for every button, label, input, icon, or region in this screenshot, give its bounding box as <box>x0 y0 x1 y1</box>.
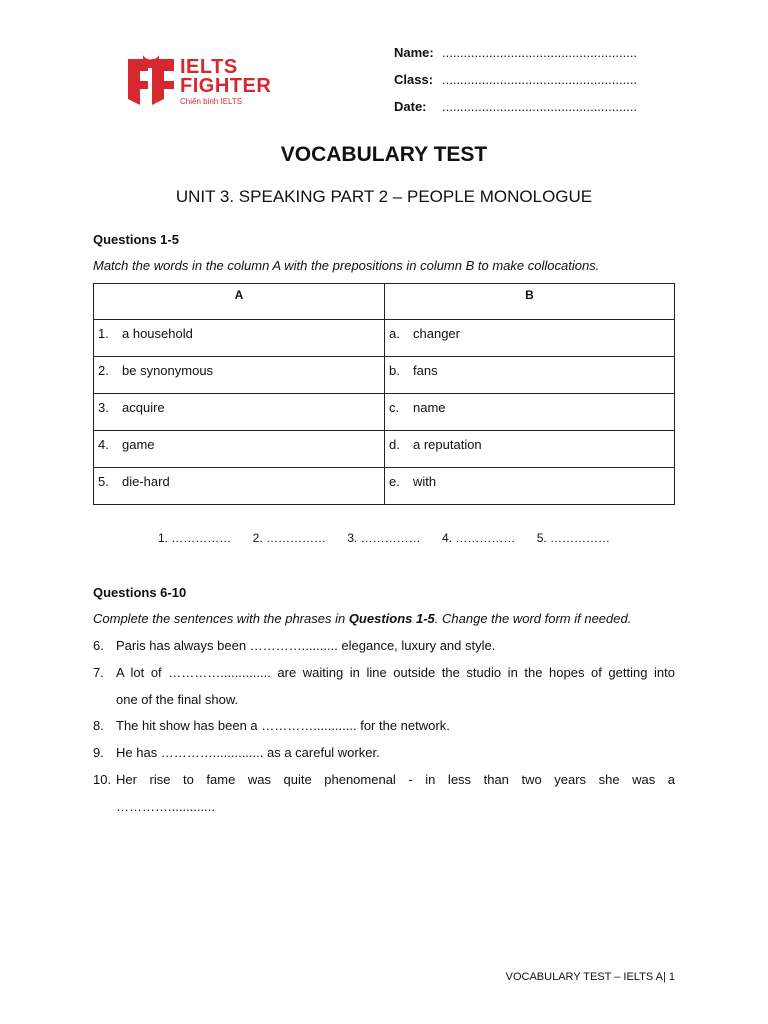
cell-a: 5. die-hard <box>94 468 385 505</box>
logo-text-line1: IELTS <box>180 56 238 78</box>
page-title: VOCABULARY TEST <box>280 143 488 166</box>
table-row <box>94 468 675 505</box>
sentence-item-9: 9. He has ………….............. as a careful worker. <box>93 745 380 760</box>
answer-blank-5[interactable]: 5. …………… <box>536 531 611 545</box>
ielts-fighter-logo <box>126 55 296 110</box>
cell-b: b. fans <box>385 357 675 394</box>
page-subtitle: UNIT 3. SPEAKING PART 2 – PEOPLE MONOLOGUE <box>175 187 593 206</box>
matching-table <box>93 283 675 505</box>
answer-blank-4[interactable]: 4. …………… <box>442 531 516 545</box>
sentence-item-10: 10. Her rise to fame was quite phenomenal - in less than two years she was a <box>93 772 675 787</box>
cell-a: 2. be synonymous <box>94 357 385 394</box>
sentence-item-7: 7. A lot of ………….............. are waiting in line outside the studio in the hopes of getting into <box>93 665 675 680</box>
date-field[interactable] <box>394 99 637 114</box>
section2-instruction: Complete the sentences with the phrases in Questions 1-5. Change the word form if needed. <box>93 611 632 626</box>
table-header-row <box>94 284 675 320</box>
table-row <box>94 357 675 394</box>
page-footer: VOCABULARY TEST – IELTS A| 1 <box>505 971 675 983</box>
date-blank[interactable]: ...................................................... <box>442 99 638 114</box>
class-field[interactable] <box>394 72 637 87</box>
answer-blank-1[interactable]: 1. …………… <box>157 531 232 545</box>
table-row <box>94 320 675 357</box>
sentence-item-6: 6. Paris has always been ………….......... elegance, luxury and style. <box>93 638 496 653</box>
column-a-header: A <box>94 284 385 320</box>
shield-logo-icon <box>126 55 176 107</box>
class-blank[interactable]: ...................................................... <box>442 72 638 87</box>
column-b-header: B <box>385 284 675 320</box>
sentence-item-7-continuation: one of the final show. <box>116 692 239 707</box>
cell-b: d. a reputation <box>385 431 675 468</box>
cell-a: 3. acquire <box>94 394 385 431</box>
section2-heading: Questions 6-10 <box>93 585 187 600</box>
logo-text-line2: FIGHTER <box>180 75 272 97</box>
answer-blank-3[interactable]: 3. …………… <box>347 531 421 545</box>
name-field[interactable] <box>394 45 637 60</box>
section1-instruction: Match the words in the column A with the prepositions in column B to make collocations. <box>93 258 600 273</box>
cell-a: 4. game <box>94 431 385 468</box>
sentence-item-8: 8. The hit show has been a …………............ for the network. <box>93 718 450 733</box>
answer-blanks <box>0 531 768 545</box>
table-row <box>94 431 675 468</box>
cell-b: e. with <box>385 468 675 505</box>
table-row <box>94 394 675 431</box>
sentence-item-10-continuation: …………............. <box>116 799 215 814</box>
cell-b: a. changer <box>385 320 675 357</box>
name-label: Name: <box>394 45 434 60</box>
cell-b: c. name <box>385 394 675 431</box>
date-label: Date: <box>394 99 427 114</box>
name-blank[interactable]: ...................................................... <box>442 45 638 60</box>
section1-heading: Questions 1-5 <box>93 232 179 247</box>
logo-tagline: Chiến binh IELTS <box>180 97 243 106</box>
class-label: Class: <box>394 72 434 87</box>
answer-blank-2[interactable]: 2. …………… <box>252 531 326 545</box>
cell-a: 1. a household <box>94 320 385 357</box>
